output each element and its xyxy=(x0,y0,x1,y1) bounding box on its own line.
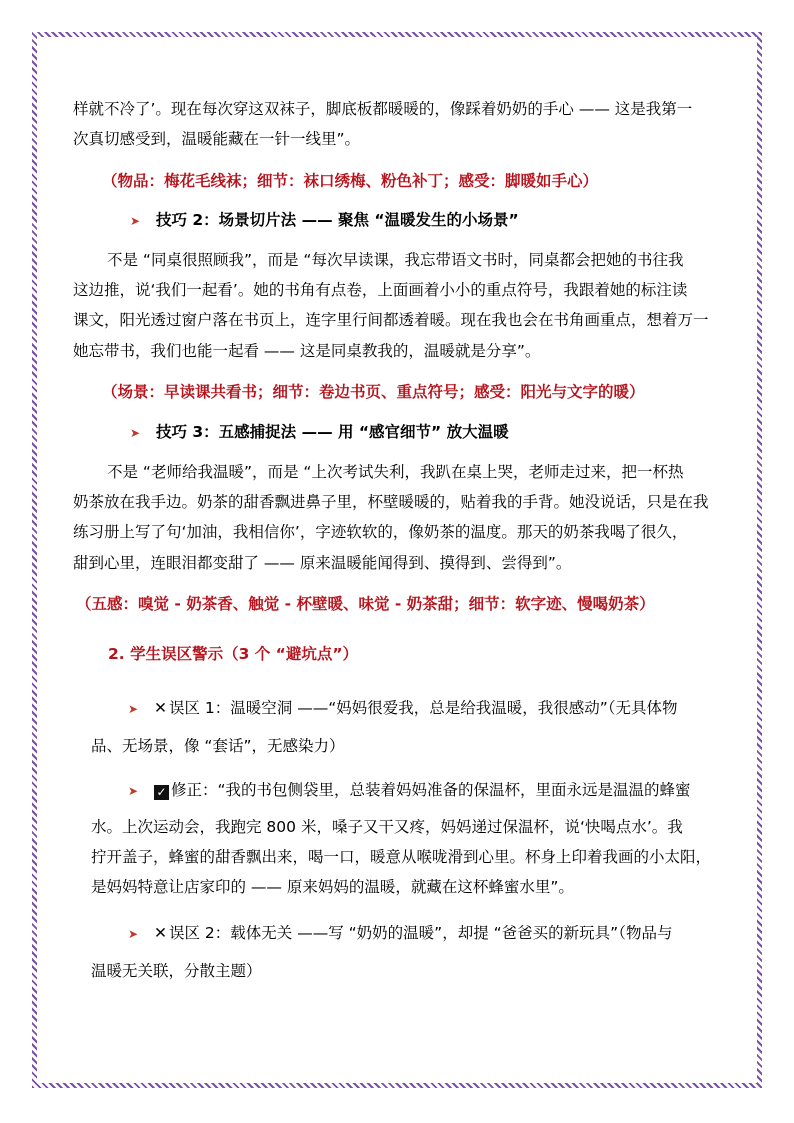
paragraph-line: 温暖无关联，分散主题） xyxy=(91,962,262,980)
cross-icon: ✕ xyxy=(154,924,167,942)
summary-note: （五感：嗅觉 - 奶茶香、触觉 - 杯壁暖、味觉 - 奶茶甜；细节：软字迹、慢喝奶茶） xyxy=(76,595,655,613)
technique-heading-2: ➤ 技巧 2：场景切片法 —— 聚焦 “温暖发生的小场景” xyxy=(130,211,519,229)
paragraph-line: 甜到心里，连眼泪都变甜了 —— 原来温暖能闻得到、摸得到、尝得到”。 xyxy=(73,554,572,572)
mistake-1: ➤ ✕ 误区 1：温暖空洞 ——“妈妈很爱我，总是给我温暖，我很感动”（无具体物 xyxy=(128,699,678,717)
paragraph-line: 样就不冷了’。现在每次穿这双袜子，脚底板都暖暖的，像踩着奶奶的手心 —— 这是我第一 xyxy=(73,100,693,118)
cross-icon: ✕ xyxy=(154,699,167,717)
paragraph-line: 这边推，说‘我们一起看’。她的书角有点卷，上面画着小小的重点符号，我跟着她的标注读 xyxy=(73,281,688,299)
paragraph-line: 是妈妈特意让店家印的 —— 原来妈妈的温暖，就藏在这杯蜂蜜水里”。 xyxy=(91,878,574,896)
paragraph-line: 课文，阳光透过窗户落在书页上，连字里行间都透着暖。现在我也会在书角画重点，想着万一 xyxy=(73,311,709,329)
paragraph-line: 水。上次运动会，我跑完 800 米，嗓子又干又疼，妈妈递过保温杯，说‘快喝点水’。我 xyxy=(91,818,683,836)
paragraph-line: 她忘带书，我们也能一起看 —— 这是同桌教我的，温暖就是分享”。 xyxy=(73,342,541,360)
paragraph-line: 不是 “同桌很照顾我”，而是 “每次早读课，我忘带语文书时，同桌都会把她的书往我 xyxy=(107,251,684,269)
arrow-bullet-icon: ➤ xyxy=(130,214,141,228)
summary-note: （物品：梅花毛线袜；细节：袜口绣梅、粉色补丁；感受：脚暖如手心） xyxy=(102,172,599,190)
technique-heading-3: ➤ 技巧 3：五感捕捉法 —— 用 “感官细节” 放大温暖 xyxy=(130,423,509,441)
arrow-bullet-icon: ➤ xyxy=(130,426,141,440)
paragraph-line: 练习册上写了句‘加油，我相信你’，字迹软软的，像奶茶的温度。那天的奶茶我喝了很久， xyxy=(73,523,688,541)
check-icon: ✓ xyxy=(154,785,169,800)
paragraph-line: 不是 “老师给我温暖”，而是 “上次考试失利，我趴在桌上哭，老师走过来，把一杯热 xyxy=(107,463,684,481)
mistake-2: ➤ ✕ 误区 2：载体无关 ——写 “奶奶的温暖”，却提 “爸爸买的新玩具”（物品与 xyxy=(128,924,673,942)
paragraph-line: 品、无场景，像 “套话”，无感染力） xyxy=(91,737,345,755)
arrow-bullet-icon: ➤ xyxy=(128,927,139,941)
section-heading: 2. 学生误区警示（3 个 “避坑点”） xyxy=(108,645,359,663)
summary-note: （场景：早读课共看书；细节：卷边书页、重点符号；感受：阳光与文字的暖） xyxy=(102,383,645,401)
arrow-bullet-icon: ➤ xyxy=(128,784,139,798)
paragraph-line: 次真切感受到，温暖能藏在一针一线里”。 xyxy=(73,130,361,148)
correction: ➤ ✓ 修正：“我的书包侧袋里，总装着妈妈准备的保温杯，里面永远是温温的蜂蜜 xyxy=(128,781,691,799)
paragraph-line: 奶茶放在我手边。奶茶的甜香飘进鼻子里，杯壁暖暖的，贴着我的手背。她没说话，只是在我 xyxy=(73,493,709,511)
paragraph-line: 拧开盖子，蜂蜜的甜香飘出来，喝一口，暖意从喉咙滑到心里。杯身上印着我画的小太阳， xyxy=(91,848,712,866)
arrow-bullet-icon: ➤ xyxy=(128,702,139,716)
